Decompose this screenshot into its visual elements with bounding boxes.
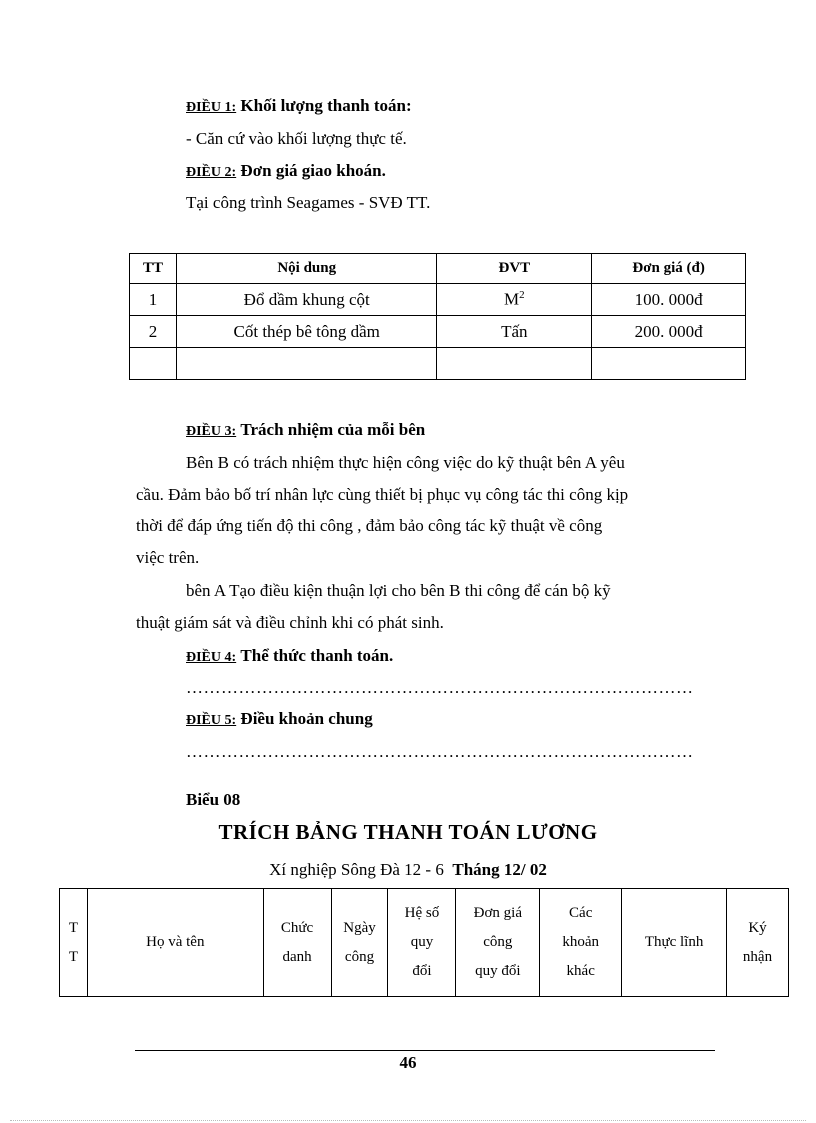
table-row — [130, 316, 746, 348]
page-bottom-border — [10, 1120, 806, 1121]
header-line: nhận — [742, 948, 773, 965]
cell-tt — [130, 348, 177, 380]
header-price: Đơn giá (đ) — [592, 254, 746, 284]
article3-line: thời để đáp ứng tiến độ thi công , đảm bảo công tác kỹ thuật về công — [136, 516, 603, 535]
article1-text: - Căn cứ vào khối lượng thực tế. — [186, 129, 407, 148]
article3-heading — [186, 420, 425, 440]
header-line: danh — [282, 948, 312, 965]
cell-price: 200. 000đ — [592, 316, 746, 348]
header-line: quy — [410, 934, 434, 950]
article3-line: việc trên. — [136, 548, 200, 567]
article5-label: ĐIỀU 5: — [186, 713, 237, 728]
header-line: Các — [569, 905, 593, 921]
header-line: Hệ số — [404, 905, 440, 921]
header-position — [263, 889, 331, 997]
article2-label: ĐIỀU 2: — [186, 165, 237, 180]
table-header-row — [130, 254, 746, 284]
article3-line: cầu. Đảm bảo bố trí nhân lực cùng thiết bị phục vụ công tác thi công kịp — [136, 485, 629, 504]
article2-heading — [186, 161, 386, 181]
article5-dots: …………………………………………………………………………… — [186, 742, 694, 761]
subtitle-month: Tháng 12/ 02 — [452, 860, 547, 879]
article5-title: Điều khoản chung — [240, 709, 373, 728]
article4-label: ĐIỀU 4: — [186, 650, 237, 665]
header-line: quy đổi — [475, 963, 521, 979]
header-signature — [727, 889, 789, 997]
unit-price-table — [129, 253, 746, 380]
article3-line: thuật giám sát và điều chỉnh khi có phát sinh. — [136, 613, 444, 632]
cell-price: 100. 000đ — [592, 284, 746, 316]
table-header-row — [60, 889, 789, 997]
article1-heading — [186, 96, 412, 116]
header-workdays — [331, 889, 388, 997]
unit-superscript: 2 — [519, 289, 525, 302]
table-row — [130, 284, 746, 316]
footer-divider — [135, 1050, 715, 1051]
article3-title: Trách nhiệm của mỗi bên — [240, 420, 426, 439]
header-line: Ngày — [343, 919, 376, 936]
header-unit-price — [456, 889, 540, 997]
article5-heading — [186, 709, 373, 729]
article2-title: Đơn giá giao khoán. — [240, 161, 386, 180]
section-title: TRÍCH BẢNG THANH TOÁN LƯƠNG — [218, 820, 598, 844]
header-line: Đơn giá — [473, 905, 522, 921]
header-line: khoản — [562, 934, 600, 950]
article3-label: ĐIỀU 3: — [186, 424, 237, 439]
header-line: đổi — [412, 963, 432, 979]
page-number: 46 — [399, 1053, 417, 1072]
header-tt — [60, 889, 88, 997]
cell-content: Cốt thép bê tông dầm — [176, 316, 437, 348]
cell-price — [592, 348, 746, 380]
cell-unit: Tấn — [437, 316, 592, 348]
header-unit: ĐVT — [437, 254, 592, 284]
cell-unit — [437, 348, 592, 380]
cell-content — [176, 348, 437, 380]
header-line: khác — [566, 963, 595, 979]
article2-text: Tại công trình Seagames - SVĐ TT. — [186, 193, 431, 212]
subtitle-company: Xí nghiệp Sông Đà 12 - 6 — [269, 860, 444, 879]
unit-text: M — [504, 289, 520, 309]
header-name — [87, 889, 263, 997]
header-line: T — [68, 948, 79, 965]
article3-line: bên A Tạo điều kiện thuận lợi cho bên B thi công để cán bộ kỹ — [186, 581, 611, 600]
section-subtitle — [0, 860, 816, 880]
header-coefficient — [388, 889, 456, 997]
header-net-pay — [622, 889, 727, 997]
article3-line: Bên B có trách nhiệm thực hiện công việc do kỹ thuật bên A yêu — [186, 453, 625, 472]
cell-content: Đổ dầm khung cột — [176, 284, 437, 316]
cell-tt: 2 — [130, 316, 177, 348]
cell-tt: 1 — [130, 284, 177, 316]
article4-dots: …………………………………………………………………………… — [186, 678, 694, 697]
header-line: Ký — [748, 919, 767, 936]
cell-unit — [437, 284, 592, 316]
article4-title: Thể thức thanh toán. — [240, 646, 394, 665]
header-line: công — [344, 948, 375, 965]
header-content: Nội dung — [176, 254, 437, 284]
article4-heading — [186, 646, 393, 666]
payroll-table — [59, 888, 789, 997]
table-row — [130, 348, 746, 380]
header-line: Thực lĩnh — [644, 934, 704, 950]
form-number: Biểu 08 — [186, 790, 241, 809]
header-line: Chức — [280, 919, 314, 936]
header-line: T — [68, 919, 79, 936]
header-line: công — [483, 934, 513, 950]
header-tt: TT — [130, 254, 177, 284]
article1-label: ĐIỀU 1: — [186, 100, 237, 115]
header-line: Họ và tên — [146, 934, 205, 950]
header-other — [540, 889, 622, 997]
article1-title: Khối lượng thanh toán: — [240, 96, 412, 115]
